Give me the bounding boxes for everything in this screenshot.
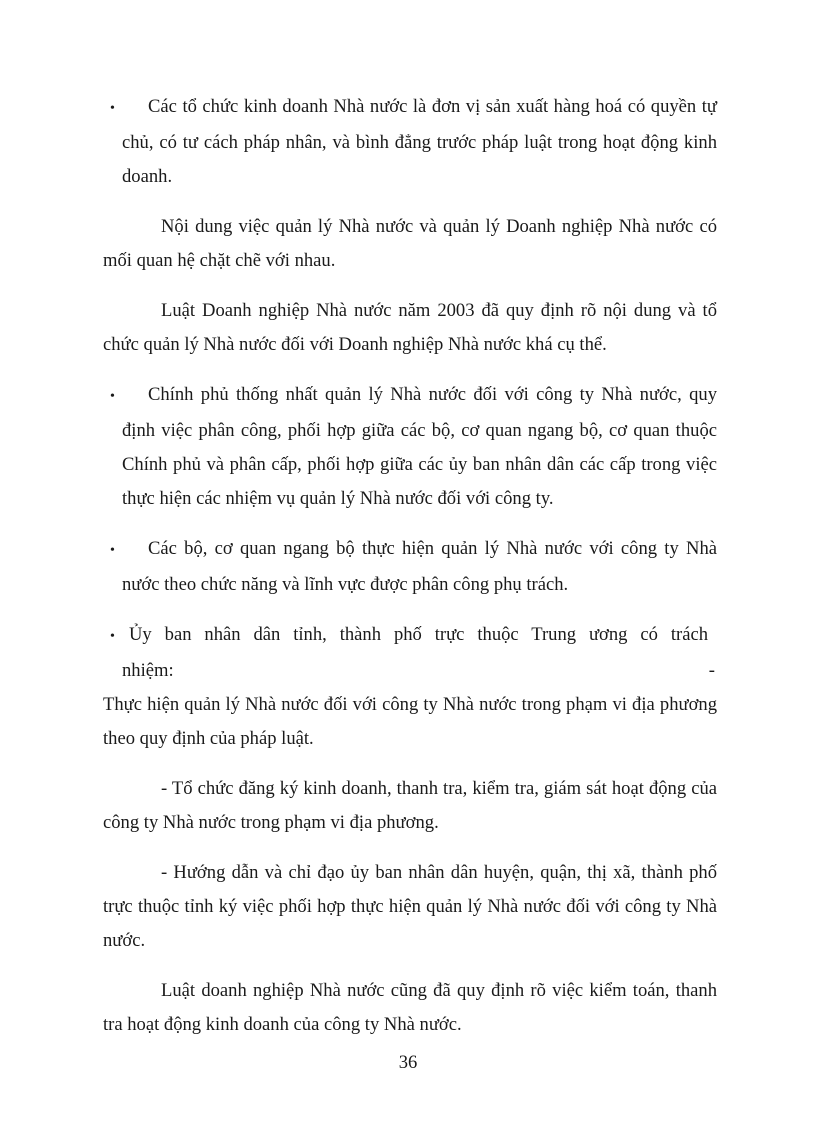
- bullet-item-2: [110, 378, 717, 516]
- paragraph-4: - Hướng dẫn và chỉ đạo ủy ban nhân dân huyện, quận, thị xã, thành phố trực thuộc tỉnh ký việc phối hợp thực hiện quản lý Nhà nước đối với công ty Nhà nước.: [103, 862, 717, 951]
- page-content: [103, 90, 717, 1042]
- bullet-text-1: Các tổ chức kinh doanh Nhà nước là đơn vị sản xuất hàng hoá có quyền tự chủ, có tư cách pháp nhân, và bình đẳng trước pháp luật trong hoạt động kinh doanh.: [122, 96, 717, 187]
- paragraph-1: Nội dung việc quản lý Nhà nước và quản lý Doanh nghiệp Nhà nước có mối quan hệ chặt chẽ với nhau.: [103, 216, 717, 271]
- bullet-item-1: [110, 90, 717, 194]
- bullet-item-4: [103, 618, 717, 756]
- bullet-4-rest: Thực hiện quản lý Nhà nước đối với công ty Nhà nước trong phạm vi địa phương theo quy định của pháp luật.: [103, 694, 717, 749]
- bullet-symbol: •: [110, 629, 115, 644]
- bullet-text-3: Các bộ, cơ quan ngang bộ thực hiện quản lý Nhà nước với công ty Nhà nước theo chức năng và lĩnh vực được phân công phụ trách.: [122, 538, 717, 595]
- paragraph-5: Luật doanh nghiệp Nhà nước cũng đã quy định rõ việc kiểm toán, thanh tra hoạt động kinh doanh của công ty Nhà nước.: [103, 980, 717, 1035]
- bullet-symbol: •: [110, 101, 115, 116]
- paragraph-3: - Tổ chức đăng ký kinh doanh, thanh tra, kiểm tra, giám sát hoạt động của công ty Nhà nước trong phạm vi địa phương.: [103, 778, 717, 833]
- bullet-4-first-line: [110, 618, 717, 654]
- bullet-symbol: •: [110, 543, 115, 558]
- paragraph-2: Luật Doanh nghiệp Nhà nước năm 2003 đã quy định rõ nội dung và tổ chức quản lý Nhà nước đối với Doanh nghiệp Nhà nước khá cụ thể.: [103, 300, 717, 355]
- bullet-item-3: [110, 532, 717, 602]
- bullet-text-4-line1: Ủy ban nhân dân tỉnh, thành phố trực thuộc Trung ương có trách: [129, 624, 708, 645]
- bullet-symbol: •: [110, 389, 115, 404]
- bullet-4-nhiem: nhiệm:: [122, 660, 174, 681]
- bullet-4-dash: -: [708, 660, 715, 681]
- page-number: 36: [398, 1052, 418, 1073]
- bullet-text-2: Chính phủ thống nhất quản lý Nhà nước đối với công ty Nhà nước, quy định việc phân công, phối hợp giữa các bộ, cơ quan ngang bộ, cơ quan thuộc Chính phủ và phân cấp, phối hợp giữa các ủy ban nhân dân các cấp trong việc thực hiện các nhiệm vụ quản lý Nhà nước đối với công ty.: [122, 384, 717, 509]
- bullet-4-nhiem-line: [122, 654, 717, 688]
